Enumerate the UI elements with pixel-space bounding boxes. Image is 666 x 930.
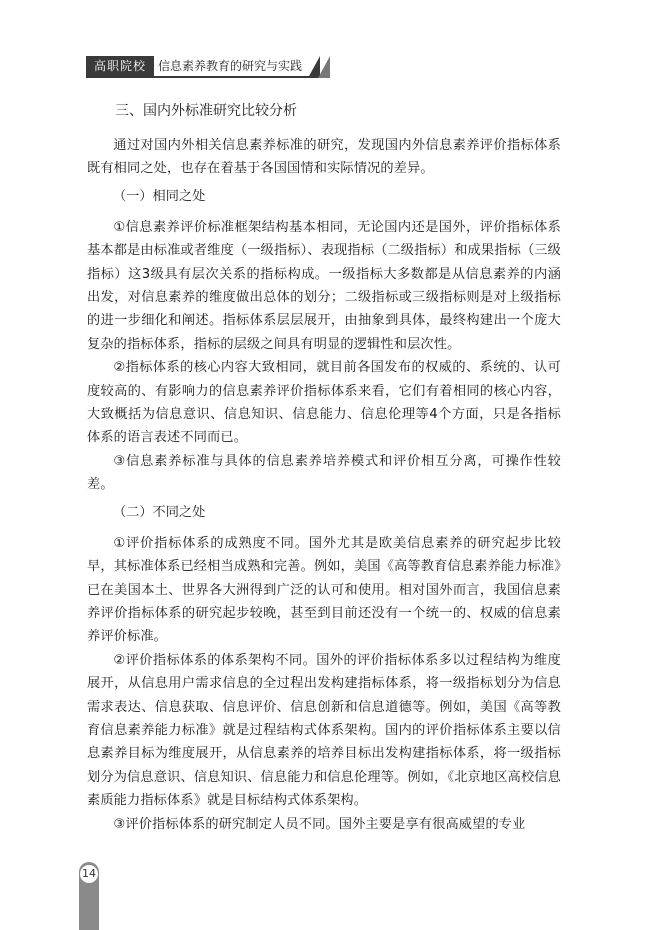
paragraph: ①信息素养评价标准框架结构基本相同，无论国内还是国外，评价指标体系基本都是由标准或者维度（一级指标）、表现指标（二级指标）和成果指标（三级指标）这3级具有层次关系的指标构成。一级指标大多数都是从信息素养的内涵出发，对信息素养的维度做出总体的划分；二级指标或三级指标则是对上级指标的进一步细化和阐述。指标体系层层展开，由抽象到具体，最终构建出一个庞大复杂的指标体系，指标的层级之间具有明显的逻辑性和层次性。 [87,219,561,352]
header-title: 信息素养教育的研究与实践 [158,59,303,73]
paragraph: ③信息素养标准与具体的信息素养培养模式和评价相互分离，可操作性较差。 [87,453,561,493]
paragraph: ②评价指标体系的体系架构不同。国外的评价指标体系多以过程结构为维度展开，从信息用户需求信息的全过程出发构建指标体系，将一级指标划分为信息需求表达、信息获取、信息评价、信息创新和信息道德等。例如，美国《高等教育信息素养能力标准》就是过程结构式体系架构。国内的评价指标体系主要以信息素养目标为维度展开，从信息素养的培养目标出发构建指标体系，将一级指标划分为信息意识、信息知识、信息能力和信息伦理等。例如，《北京地区高校信息素质能力指标体系》就是目标结构式体系架构。 [87,652,561,809]
header-rule [86,76,321,78]
paragraph: ②指标体系的核心内容大致相同，就目前各国发布的权威的、系统的、认可度较高的、有影响力的信息素养评价指标体系来看，它们有着相同的核心内容，大致概括为信息意识、信息知识、信息能力、信息伦理等4个方面，只是各指标体系的语言表述不同而已。 [87,360,561,446]
paragraph: ③评价指标体系的研究制定人员不同。国外主要是享有很高威望的专业 [113,816,526,832]
intro-paragraph: 通过对国内外相关信息素养标准的研究，发现国内外信息素养评价指标体系既有相同之处，也存在着基于各国国情和实际情况的差异。 [87,138,561,177]
section-title: 三、国内外标准研究比较分析 [115,103,297,119]
page-body [87,92,561,836]
subsection-title-differences: （二）不同之处 [113,504,206,520]
page-number: 14 [79,864,99,884]
subsection-title-similarities: （一）相同之处 [113,188,206,204]
header-tag: 高职院校 [86,56,154,76]
running-header [86,56,336,78]
paragraph: ①评价指标体系的成熟度不同。国外尤其是欧美信息素养的研究起步比较早，其标准体系已经相当成熟和完善。例如，美国《高等教育信息素养能力标准》已在美国本土、世界各大洲得到广泛的认可和使用。相对国外而言，我国信息素养评价指标体系的研究起步较晚，甚至到目前还没有一个统一的、权威的信息素养评价标准。 [87,535,561,645]
header-slant-decoration-light [318,56,330,78]
